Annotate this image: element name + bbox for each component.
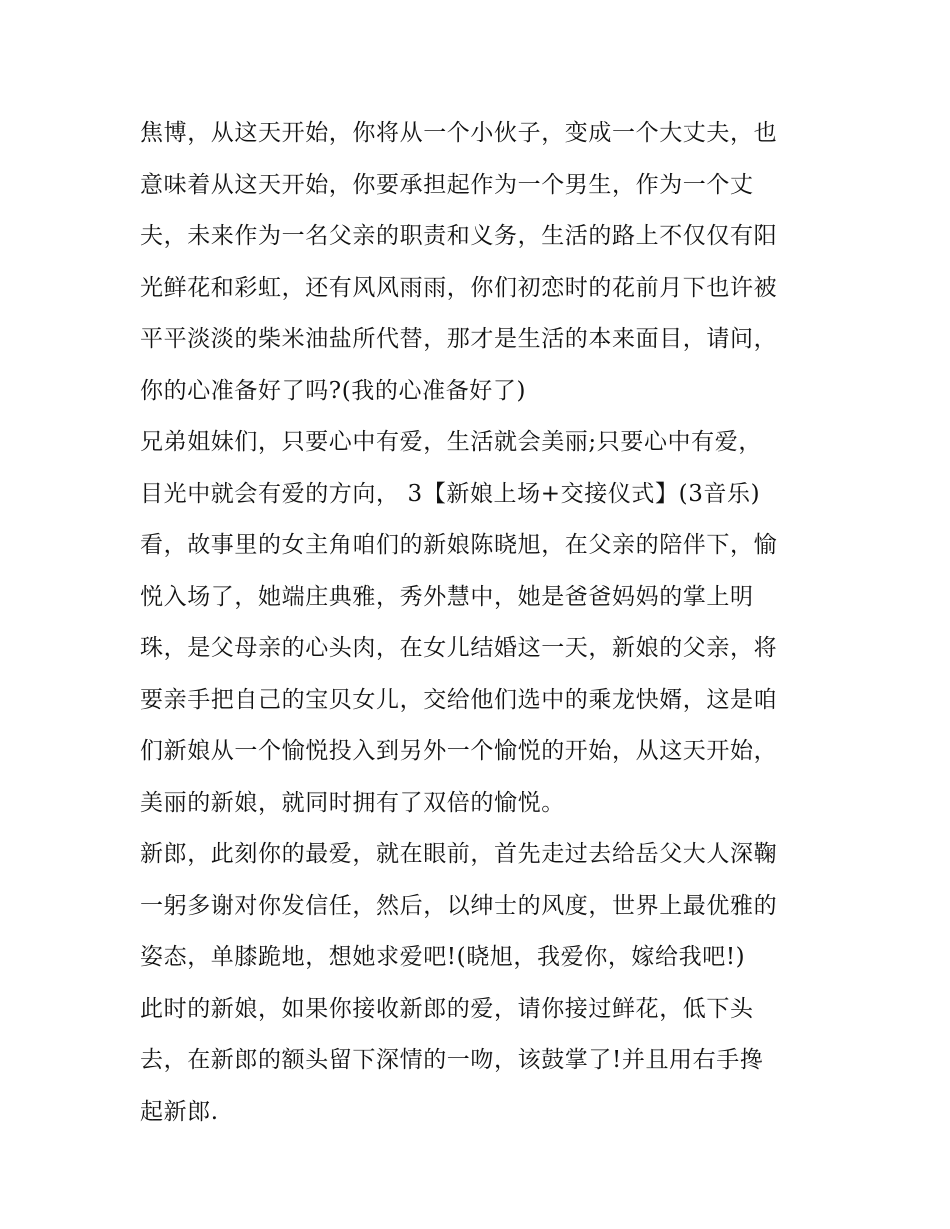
text-line: 珠，是父母亲的心头肉，在女儿结婚这一天，新娘的父亲，将	[140, 635, 778, 661]
text-line: 兄弟姐妹们，只要心中有爱，生活就会美丽;只要心中有爱，	[140, 429, 762, 455]
text-line: 起新郎.	[140, 1098, 219, 1125]
text-line: 看，故事里的女主角咱们的新娘陈晓旭，在父亲的陪伴下，愉	[140, 532, 778, 558]
text-line: 姿态，单膝跪地，想她求爱吧!(晓旭，我爱你，嫁给我吧!)	[140, 944, 746, 970]
text-line: 你的心准备好了吗?(我的心准备好了)	[140, 377, 527, 404]
text-line: 意味着从这天开始，你要承担起作为一个男生，作为一个丈	[140, 171, 754, 198]
text-line: 平平淡淡的柴米油盐所代替，那才是生活的本来面目，请问，	[140, 326, 778, 352]
text-line: 新郎，此刻你的最爱，就在眼前，首先走过去给岳父大人深鞠	[140, 841, 778, 867]
text-line: 夫，未来作为一名父亲的职责和义务，生活的路上不仅仅有阳	[140, 223, 778, 249]
text-line: 光鲜花和彩虹，还有风风雨雨，你们初恋时的花前月下也许被	[140, 274, 778, 301]
text-line: 一躬多谢对你发信任，然后，以绅士的风度，世界上最优雅的	[140, 892, 778, 919]
text-line: 悦入场了，她端庄典雅，秀外慧中，她是爸爸妈妈的掌上明	[140, 583, 754, 610]
text-line: 们新娘从一个愉悦投入到另外一个愉悦的开始，从这天开始，	[140, 738, 778, 764]
text-line: 去，在新郎的额头留下深情的一吻，该鼓掌了!并且用右手搀	[140, 1047, 764, 1073]
text-line: 美丽的新娘，就同时拥有了双倍的愉悦。	[140, 789, 565, 816]
text-line: 此时的新娘，如果你接收新郎的爱，请你接过鲜花，低下头	[140, 995, 754, 1022]
text-line: 目光中就会有爱的方向， 3【新娘上场+交接仪式】(3音乐)	[140, 480, 761, 507]
text-line: 焦博，从这天开始，你将从一个小伙子，变成一个大丈夫，也	[140, 120, 778, 146]
text-line: 要亲手把自己的宝贝女儿，交给他们选中的乘龙快婿，这是咱	[140, 686, 778, 713]
document-body	[140, 108, 830, 1138]
